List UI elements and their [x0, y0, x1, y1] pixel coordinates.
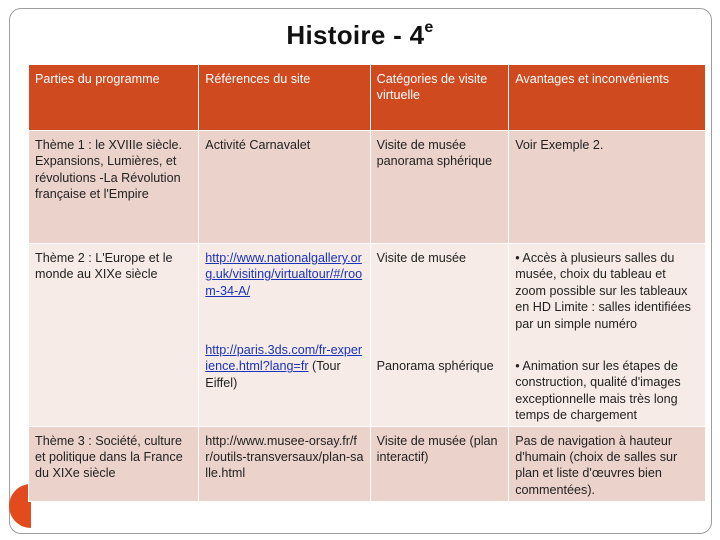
- orsay-url: http://www.musee-orsay.fr/fr/outils-transversaux/plan-salle.html: [205, 433, 364, 481]
- row2-partie: [29, 244, 199, 427]
- table-row: [29, 131, 706, 244]
- row1-avantages: Voir Exemple 2.: [509, 131, 706, 244]
- row2-avantages-a: • Accès à plusieurs salles du musée, choix du tableau et zoom possible sur les tableaux en HD Limite : salles identifiées par un simple numéro: [515, 251, 691, 331]
- header-categories: Catégories de visite virtuelle: [370, 65, 509, 131]
- table-header-row: [29, 65, 706, 131]
- row2-avantages: [509, 244, 706, 427]
- header-references: Références du site: [199, 65, 370, 131]
- slide-title-text: Histoire - 4: [286, 20, 425, 50]
- row3-avantages: Pas de navigation à hauteur d'humain (choix de salles sur plan et liste d'œuvres bien commentées).: [509, 426, 706, 501]
- table-row: [29, 244, 706, 427]
- row2-categorie-a: Visite de musée: [376, 251, 467, 265]
- header-avantages: Avantages et inconvénients: [509, 65, 706, 131]
- slide-title-superscript: e: [424, 19, 434, 37]
- row2-categories: [370, 244, 509, 427]
- national-gallery-link[interactable]: http://www.nationalgallery.org.uk/visiting/virtualtour/#/room-34-A/: [205, 251, 363, 298]
- table-row: [29, 426, 706, 501]
- row3-reference: [199, 426, 370, 501]
- programme-table: [28, 64, 706, 502]
- row2-categorie-b: Panorama sphérique: [376, 359, 494, 373]
- row2-avantages-b: • Animation sur les étapes de construction, qualité d'images exceptionnelle mais très long temps de chargement: [515, 359, 681, 423]
- row2-references: [199, 244, 370, 427]
- row1-reference: Activité Carnavalet: [199, 131, 370, 244]
- row2-partie-text: Thème 2 : L'Europe et le monde au XIXe siècle: [35, 251, 173, 282]
- paris-3ds-link[interactable]: http://paris.3ds.com/fr-experience.html?lang=fr: [205, 343, 363, 374]
- slide-title: [0, 20, 720, 51]
- row1-partie: Thème 1 : le XVIIIe siècle. Expansions, Lumières, et révolutions -La Révolution française et l'Empire: [29, 131, 199, 244]
- row3-categorie: Visite de musée (plan interactif): [370, 426, 509, 501]
- row3-partie: Thème 3 : Société, culture et politique dans la France du XIXe siècle: [29, 426, 199, 501]
- row1-categorie: Visite de musée panorama sphérique: [370, 131, 509, 244]
- header-parties: Parties du programme: [29, 65, 199, 131]
- paris-3ds-suffix: (Tour Eiffel): [205, 359, 341, 390]
